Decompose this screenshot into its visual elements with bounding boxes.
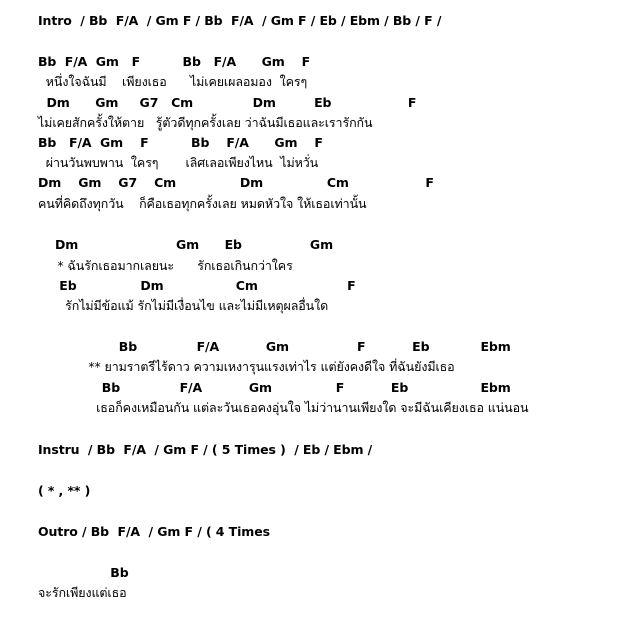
bridge-lyric-2: เธอก็คงเหมือนกัน แต่ละวันเธอคงอุ่นใจ ไม่ว่านานเพียงใด จะมีฉันเคียงเธอ แน่นอน [38,400,529,415]
verse1-chords-3: Bb F/A Gm F Bb F/A Gm F [38,135,323,150]
ending-lyric: จะรักเพียงแต่เธอ [38,585,127,600]
verse1-lyric-4: คนที่คิดถึงทุกวัน ก็คือเธอทุกครั้งเลย หมดหัวใจ ให้เธอเท่านั้น [38,196,367,211]
verse1-chords-1: Bb F/A Gm F Bb F/A Gm F [38,54,311,69]
bridge-chords-1: Bb F/A Gm F Eb Ebm [38,339,511,354]
instru-line: Instru / Bb F/A / Gm F / ( 5 Times ) / Eb / Ebm / [38,442,373,457]
chorus-lyric-2: รักไม่มีข้อแม้ รักไม่มีเงื่อนไข และไม่มีเหตุผลอื่นใด [38,298,329,313]
ending-chords: Bb [38,565,129,580]
verse1-chords-4: Dm Gm G7 Cm Dm Cm F [38,175,434,190]
verse1-lyric-1: หนึ่งใจฉันมี เพียงเธอ ไม่เคยเผลอมอง ใครๆ [38,74,308,89]
intro-line: Intro / Bb F/A / Gm F / Bb F/A / Gm F / Eb / Ebm / Bb / F / [38,13,442,28]
outro-line: Outro / Bb F/A / Gm F / ( 4 Times [38,524,270,539]
chorus-chords-2: Eb Dm Cm F [38,278,356,293]
verse1-chords-2: Dm Gm G7 Cm Dm Eb F [38,95,417,110]
bridge-chords-2: Bb F/A Gm F Eb Ebm [38,380,511,395]
bridge-lyric-1: ** ยามราตรีไร้ดาว ความเหงารุนแรงเท่าไร แต่ยังคงดีใจ ที่ฉันยังมีเธอ [38,359,455,374]
repeat-line: ( * , ** ) [38,483,91,498]
verse1-lyric-2: ไม่เคยสักครั้งให้ตาย รู้ตัวดีทุกครั้งเลย ว่าฉันมีเธอและเรารักกัน [38,115,373,130]
chorus-chords-1: Dm Gm Eb Gm [38,237,333,252]
verse1-lyric-3: ผ่านวันพบพาน ใครๆ เลิศเลอเพียงไหน ไม่หวั่น [38,155,319,170]
chorus-lyric-1: * ฉันรักเธอมากเลยนะ รักเธอเกินกว่าใคร [38,258,293,273]
